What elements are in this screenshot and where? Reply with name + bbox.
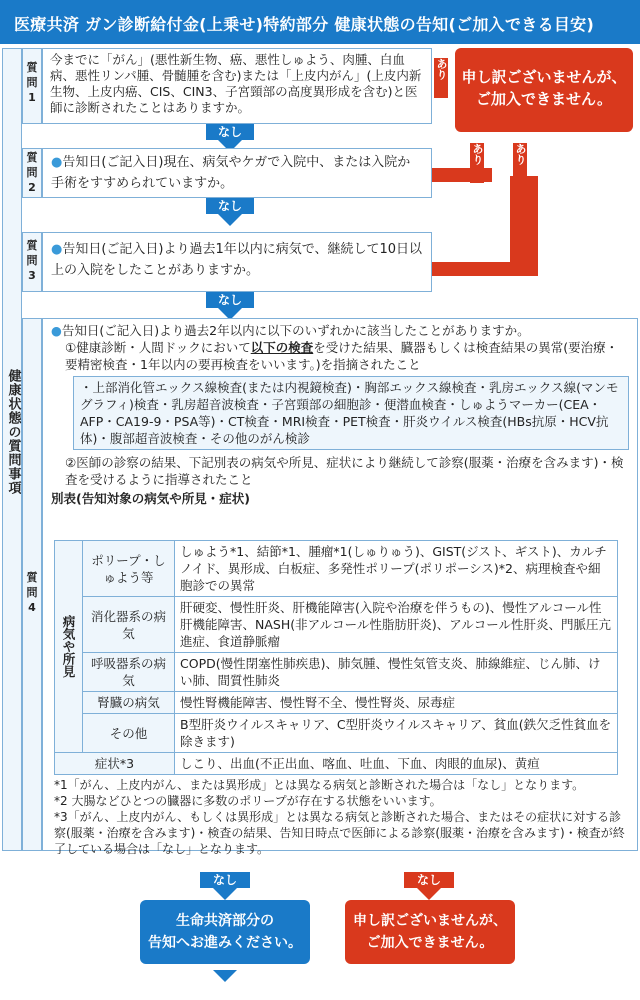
cat-cell: その他 xyxy=(83,714,175,753)
q3-text: 告知日(ご記入日)より過去1年以内に病気で、継続して10日以上の入院をしたことがありますか。 xyxy=(51,242,423,278)
arrow-down-ng xyxy=(417,888,441,900)
q4-label: 質 問 4 xyxy=(26,571,38,614)
table-title: 別表(告知対象の病気や所見・症状) xyxy=(51,491,250,506)
nashi-ng: なし xyxy=(404,872,454,888)
ng-line2: ご加入できません。 xyxy=(476,90,612,108)
cat-cell: 腎臓の病気 xyxy=(83,692,175,714)
desc-cell: しゅよう*1、結節*1、腫瘤*1(しゅりゅう)、GIST(ジスト、ギスト)、カルチノイド、異形成、白板症、多発性ポリープ(ポリポーシス)*2、病理検査や細胞診での異常 xyxy=(175,541,618,597)
bullet-icon: ● xyxy=(51,323,62,338)
table-row xyxy=(55,653,618,692)
ng-result-bottom xyxy=(345,900,515,964)
arrow-down-ok xyxy=(213,888,237,900)
q4-tests-box xyxy=(73,376,629,450)
disease-table xyxy=(54,540,618,775)
group-label: 病気や所見 xyxy=(55,541,83,753)
nashi-2: なし xyxy=(206,198,254,214)
side-label: 健康状態の質問事項 xyxy=(5,369,21,495)
note-3: *3「がん、上皮内がん、もしくは異形成」とは異なる病気と診断された場合、またはその症状に対する診察(服薬・治療を含みます)・検査の結果、告知日時点で医師による診察(服薬・治療を含みます)・検査が終了している場合は「なし」となります。 xyxy=(54,810,625,856)
table-row xyxy=(55,753,618,775)
symptom-cat: 症状*3 xyxy=(55,753,175,775)
ng-result-top xyxy=(455,48,633,132)
q2-text: 告知日(ご記入日)現在、病気やケガで入院中、または入院か手術をすすめられていますか。 xyxy=(51,155,411,191)
notes xyxy=(54,777,632,857)
ari-1: あり xyxy=(434,58,448,98)
nashi-3: なし xyxy=(206,292,254,308)
cat-cell: 消化器系の病気 xyxy=(83,597,175,653)
nashi-1: なし xyxy=(206,124,254,140)
desc-cell: B型肝炎ウイルスキャリア、C型肝炎ウイルスキャリア、貧血(鉄欠乏性貧血を除きます) xyxy=(175,714,618,753)
table-row xyxy=(55,692,618,714)
ari-2: あり xyxy=(470,143,484,183)
q3-box xyxy=(42,232,432,292)
q4-tests: ・上部消化管エックス線検査(または内視鏡検査)・胸部エックス線検査・乳房エックス線(マンモグラフィ)検査・乳房超音波検査・子宮頸部の細胞診・便潜血検査・しゅようマーカー(CEA・AFP・CA19-9・PSA等)・CT検査・MRI検査・PET検査・肝炎ウイルス検査(HBs抗原・HCV抗体)・腹部超音波検査・その他のがん検診 xyxy=(80,380,619,446)
q4-item2: ②医師の診察の結果、下記別表の病気や所見、症状により継続して診察(服薬・治療を含みます)・検査を受けるように指導されたこと xyxy=(65,455,624,487)
note-2: *2 大腸などひとつの臓器に多数のポリープが存在する状態をいいます。 xyxy=(54,794,442,808)
bullet-icon: ● xyxy=(51,242,63,257)
bullet-icon: ● xyxy=(51,155,63,170)
page-title: 医療共済 ガン診断給付金(上乗せ)特約部分 健康状態の告知(ご加入できる目安) xyxy=(0,0,640,44)
q1-box xyxy=(42,48,432,124)
ng-line2: ご加入できません。 xyxy=(366,935,494,951)
symptom-desc: しこり、出血(不正出血、喀血、吐血、下血、肉眼的血尿)、黄疸 xyxy=(175,753,618,775)
desc-cell: COPD(慢性閉塞性肺疾患)、肺気腫、慢性気管支炎、肺線維症、じん肺、けい肺、間質性肺炎 xyxy=(175,653,618,692)
ari-3: あり xyxy=(513,143,527,183)
cat-cell: ポリープ・しゅよう等 xyxy=(83,541,175,597)
side-panel xyxy=(2,48,22,851)
red-connector-q2 xyxy=(432,168,492,182)
q1-label: 質 問 1 xyxy=(26,61,38,104)
q3-label: 質 問 3 xyxy=(26,239,38,282)
ok-result xyxy=(140,900,310,964)
red-vertical-q3 xyxy=(510,176,538,276)
cat-cell: 呼吸器系の病気 xyxy=(83,653,175,692)
q2-box xyxy=(42,148,432,198)
nashi-ok: なし xyxy=(200,872,250,888)
arrow-down-final xyxy=(213,970,237,982)
q2-label: 質 問 2 xyxy=(26,151,38,194)
table-row xyxy=(55,541,618,597)
q1-text: 今までに「がん」(悪性新生物、癌、悪性しゅよう、肉腫、白血病、悪性リンパ腫、骨髄腫を含む)または「上皮内がん」(上皮内新生物、上皮内癌、CIS、CIN3、子宮頸部の高度異形成を含む)と医師に診断されたことはありますか。 xyxy=(50,52,422,115)
q4-item1: ①健康診断・人間ドックにおいて以下の検査を受けた結果、臓器もしくは検査結果の異常(要治療・要精密検査・1年以内の要再検査をいいます。)を指摘されたこと xyxy=(65,340,619,372)
desc-cell: 肝硬変、慢性肝炎、肝機能障害(入院や治療を伴うもの)、慢性アルコール性肝機能障害、NASH(非アルコール性脂肪肝炎)、アルコール性肝炎、門脈圧亢進症、食道静脈瘤 xyxy=(175,597,618,653)
desc-cell: 慢性腎機能障害、慢性腎不全、慢性腎炎、尿毒症 xyxy=(175,692,618,714)
table-row xyxy=(55,597,618,653)
note-1: *1「がん、上皮内がん、または異形成」とは異なる病気と診断された場合は「なし」となります。 xyxy=(54,778,585,792)
ng-line1: 申し訳ございませんが、 xyxy=(461,68,627,86)
ok-line2: 告知へお進みください。 xyxy=(148,935,302,951)
q4-intro: ●告知日(ご記入日)より過去2年以内に以下のいずれかに該当したことがありますか。 xyxy=(51,323,530,338)
table-row xyxy=(55,714,618,753)
ng-line1: 申し訳ございませんが、 xyxy=(353,913,507,929)
arrow-down-2 xyxy=(218,214,242,226)
ok-line1: 生命共済部分の xyxy=(176,913,274,929)
